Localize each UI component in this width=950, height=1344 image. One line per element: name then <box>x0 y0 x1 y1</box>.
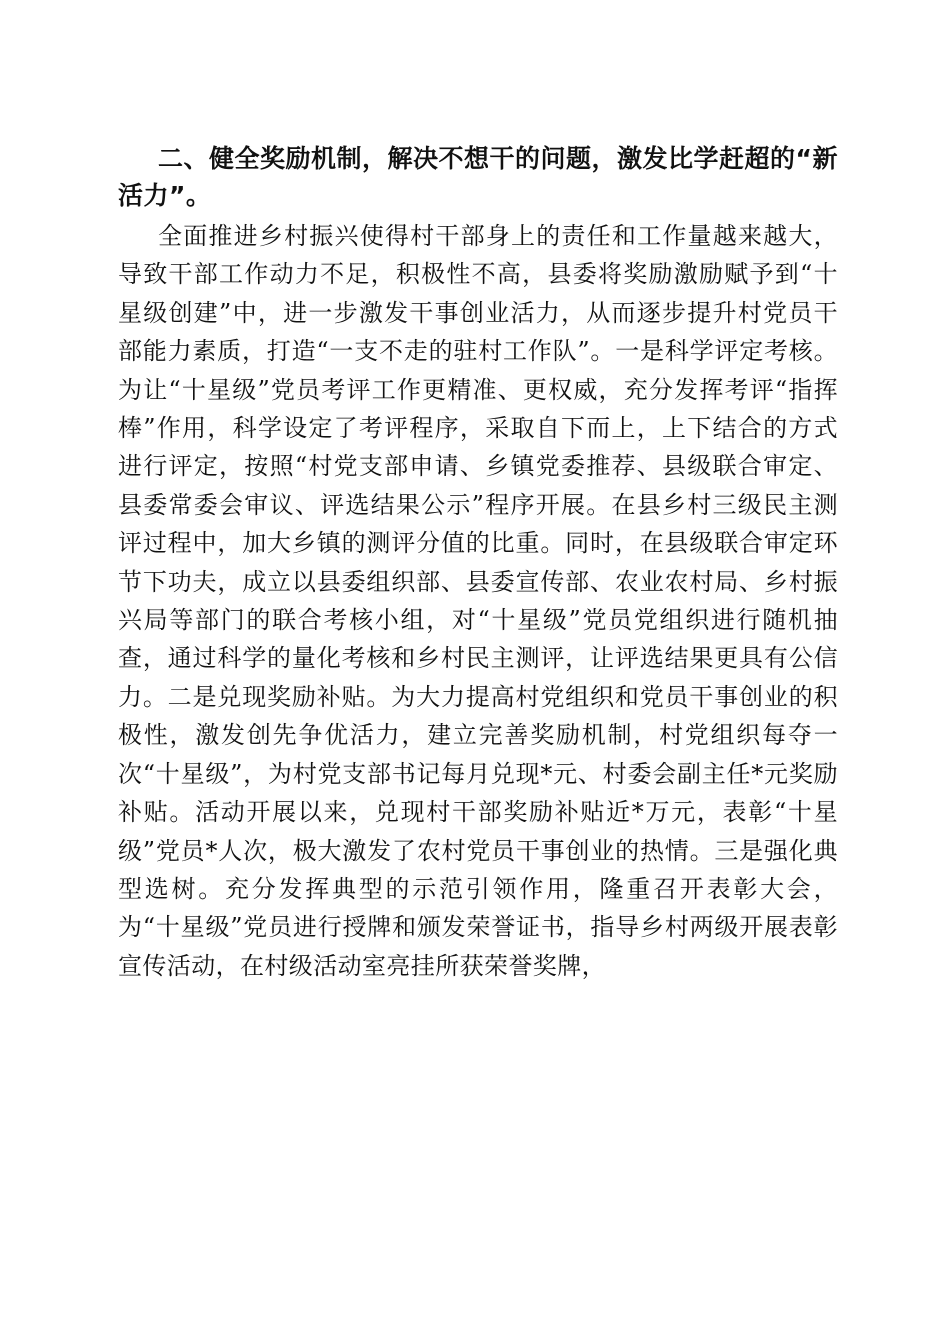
body-paragraph: 全面推进乡村振兴使得村干部身上的责任和工作量越来越大，导致干部工作动力不足，积极性不高，县委将奖励激励赋予到“十星级创建”中，进一步激发干事创业活力，从而逐步提升村党员干部能力素质，打造“一支不走的驻村工作队”。一是科学评定考核。为让“十星级”党员考评工作更精准、更权威，充分发挥考评“指挥棒”作用，科学设定了考评程序，采取自下而上，上下结合的方式进行评定，按照“村党支部申请、乡镇党委推荐、县级联合审定、县委常委会审议、评选结果公示”程序开展。在县乡村三级民主测评过程中，加大乡镇的测评分值的比重。同时，在县级联合审定环节下功夫，成立以县委组织部、县委宣传部、农业农村局、乡村振兴局等部门的联合考核小组，对“十星级”党员党组织进行随机抽查，通过科学的量化考核和乡村民主测评，让评选结果更具有公信力。二是兑现奖励补贴。为大力提高村党组织和党员干事创业的积极性，激发创先争优活力，建立完善奖励机制，村党组织每夺一次“十星级”，为村党支部书记每月兑现*元、村委会副主任*元奖励补贴。活动开展以来，兑现村干部奖励补贴近*万元，表彰“十星级”党员*人次，极大激发了农村党员干事创业的热情。三是强化典型选树。充分发挥典型的示范引领作用，隆重召开表彰大会，为“十星级”党员进行授牌和颁发荣誉证书，指导乡村两级开展表彰宣传活动，在村级活动室亮挂所获荣誉奖牌， <box>118 222 838 980</box>
document-content <box>118 140 838 985</box>
section-heading: 二、健全奖励机制，解决不想干的问题，激发比学赶超的“新活力”。 <box>118 144 838 210</box>
